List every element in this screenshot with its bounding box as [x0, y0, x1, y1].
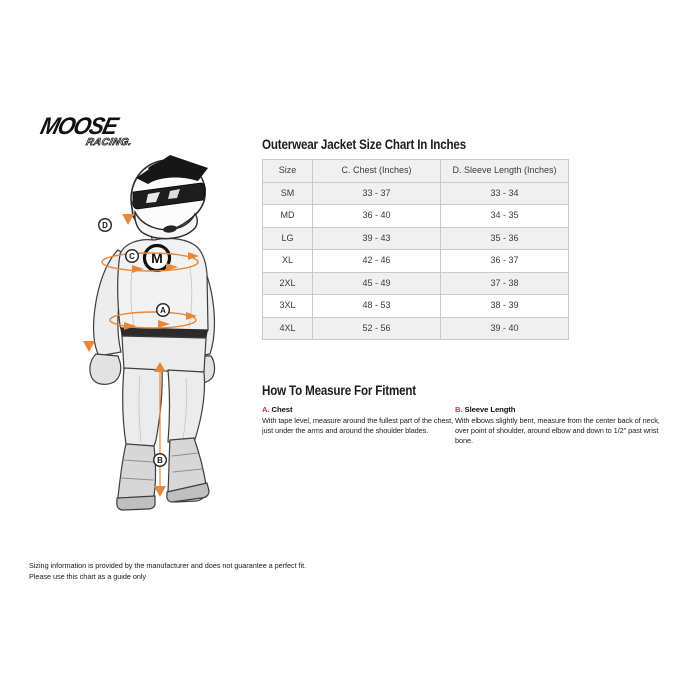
cell-chest: 52 - 56	[313, 317, 441, 340]
cell-sleeve: 37 - 38	[441, 272, 569, 295]
sizing-disclaimer	[29, 561, 306, 583]
moose-logo-icon	[36, 110, 151, 150]
size-chart-section	[262, 137, 568, 340]
rider-illustration	[20, 150, 260, 520]
measure-label-chest: Chest	[271, 405, 293, 414]
table-row	[263, 205, 569, 228]
measure-key-b: B.	[455, 405, 463, 414]
inseam-bottom-arrow-icon	[154, 486, 166, 497]
table-row	[263, 182, 569, 205]
cell-sleeve: 33 - 34	[441, 182, 569, 205]
column-header-sleeve: D. Sleeve Length (Inches)	[441, 160, 569, 183]
table-row	[263, 295, 569, 318]
column-header-chest: C. Chest (Inches)	[313, 160, 441, 183]
size-chart-title: Outerwear Jacket Size Chart In Inches	[262, 137, 466, 152]
measure-label-sleeve: Sleeve Length	[464, 405, 516, 414]
disclaimer-line-1: Sizing information is provided by the manufacturer and does not guarantee a perfect fit.	[29, 561, 307, 570]
left-glove	[90, 354, 121, 384]
measure-item-sleeve	[455, 405, 674, 445]
measure-text-chest: With tape level, measure around the fullest part of the chest, just under the arms and around the shoulder blades.	[262, 416, 453, 435]
marker-b-label: B	[157, 456, 163, 465]
cell-chest: 45 - 49	[313, 272, 441, 295]
cell-sleeve: 39 - 40	[441, 317, 569, 340]
cell-size: 3XL	[263, 295, 313, 318]
rider-measurement-diagram	[20, 150, 260, 520]
wrist-arrow-icon	[83, 341, 95, 352]
moose-racing-logo	[36, 110, 151, 150]
chest-moose-logo-icon	[145, 246, 170, 271]
cell-sleeve: 35 - 36	[441, 227, 569, 250]
how-to-measure-title: How To Measure For Fitment	[262, 383, 416, 398]
cell-chest: 42 - 46	[313, 250, 441, 273]
table-row	[263, 272, 569, 295]
marker-a-label: A	[160, 306, 166, 315]
helmet	[131, 155, 208, 239]
measure-text-sleeve: With elbows slightly bent, measure from the center back of neck, over point of shoulder, around elbow and down to 1/2" past wrist bone.	[455, 416, 660, 445]
cell-sleeve: 38 - 39	[441, 295, 569, 318]
measure-item-chest	[262, 405, 455, 445]
disclaimer-line-2: Please use this chart as a guide only	[29, 571, 146, 581]
size-chart-table	[262, 159, 569, 340]
marker-d-label: D	[102, 221, 108, 230]
marker-c-label: C	[129, 252, 135, 261]
cell-chest: 39 - 43	[313, 227, 441, 250]
cell-size: LG	[263, 227, 313, 250]
left-boot-sole	[117, 496, 155, 510]
how-to-measure-section	[262, 383, 674, 445]
cell-sleeve: 34 - 35	[441, 205, 569, 228]
column-header-size: Size	[263, 160, 313, 183]
cell-chest: 33 - 37	[313, 182, 441, 205]
left-pant-leg	[123, 368, 163, 446]
logo-wordmark: MOOSE	[37, 112, 120, 140]
cell-size: 4XL	[263, 317, 313, 340]
measure-key-a: A.	[262, 405, 270, 414]
table-header-row	[263, 160, 569, 183]
neck-arrow-icon	[122, 214, 134, 225]
logo-subtext: RACING.	[84, 137, 134, 148]
table-row	[263, 227, 569, 250]
table-row	[263, 250, 569, 273]
cell-size: 2XL	[263, 272, 313, 295]
cell-chest: 48 - 53	[313, 295, 441, 318]
cell-size: SM	[263, 182, 313, 205]
table-row	[263, 317, 569, 340]
cell-size: MD	[263, 205, 313, 228]
pants-hip	[122, 336, 206, 372]
cell-chest: 36 - 40	[313, 205, 441, 228]
chest-logo-letter: M	[151, 250, 163, 266]
cell-sleeve: 36 - 37	[441, 250, 569, 273]
cell-size: XL	[263, 250, 313, 273]
